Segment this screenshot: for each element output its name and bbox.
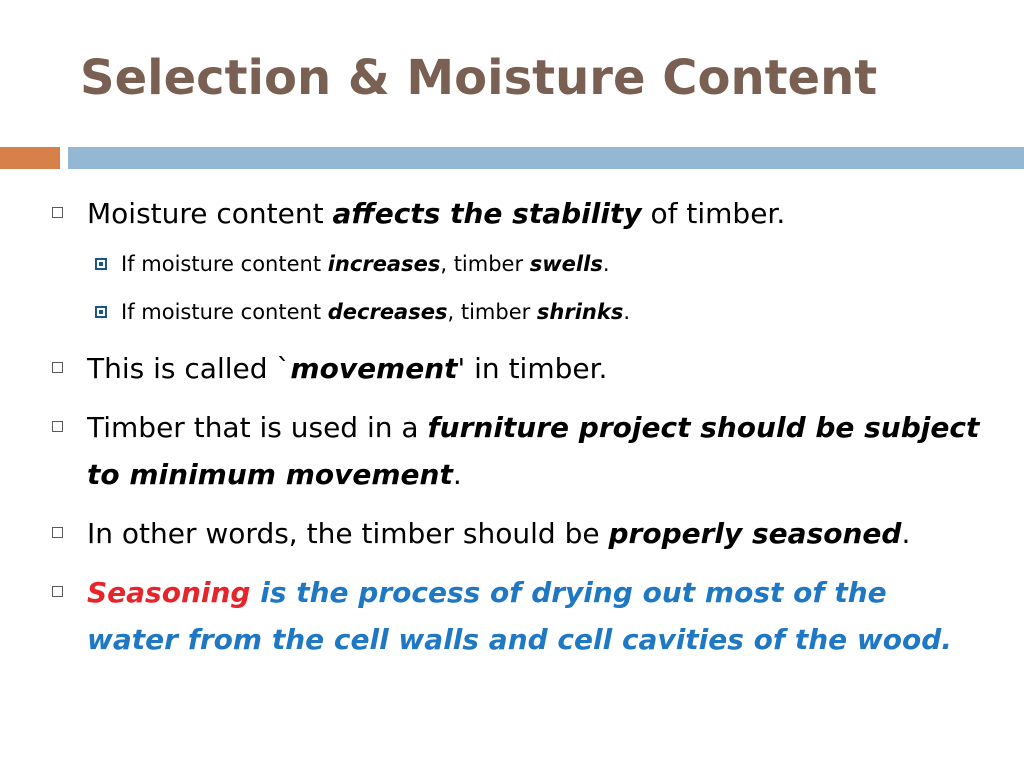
bullet-emphasis: movement — [290, 352, 458, 385]
bullet-text: In other words, the timber should be — [87, 517, 609, 550]
sub-bullet-text: If moisture content — [121, 300, 328, 324]
hollow-square-bullet-icon — [52, 527, 63, 538]
bullet-text: Moisture content — [87, 197, 333, 230]
bullet-furniture-project — [0, 404, 987, 498]
sub-bullet-text: , timber — [440, 252, 530, 276]
bullet-text: . — [452, 458, 462, 491]
sub-bullet-text: . — [602, 252, 610, 276]
bullet-text: ' in timber. — [457, 352, 608, 385]
seasoning-term: Seasoning — [87, 576, 251, 609]
bullet-text: . — [901, 517, 911, 550]
hollow-square-bullet-icon — [52, 207, 63, 218]
sub-bullet-increases — [0, 249, 1024, 279]
slide-body — [0, 190, 1024, 675]
sub-bullet-emphasis: shrinks — [536, 300, 624, 324]
bullet-emphasis: furniture project should be subject to minimum movement — [87, 411, 980, 491]
bullet-emphasis: properly seasoned — [608, 517, 902, 550]
bullet-emphasis: affects the stability — [332, 197, 642, 230]
filled-square-bullet-icon — [95, 258, 107, 270]
title-rule-orange — [0, 147, 60, 169]
sub-bullet-emphasis: increases — [327, 252, 441, 276]
filled-square-bullet-icon — [95, 306, 107, 318]
title-rule-blue — [68, 147, 1024, 169]
sub-bullet-emphasis: swells — [529, 252, 603, 276]
sub-bullet-emphasis: decreases — [327, 300, 448, 324]
bullet-properly-seasoned — [0, 510, 987, 557]
bullet-text: This is called ` — [87, 352, 291, 385]
bullet-movement — [0, 345, 987, 392]
sub-bullet-decreases — [0, 297, 1024, 327]
bullet-moisture-stability — [0, 190, 987, 237]
sub-bullet-text: , timber — [447, 300, 537, 324]
sub-bullet-text: . — [623, 300, 631, 324]
hollow-square-bullet-icon — [52, 362, 63, 373]
bullet-text: Timber that is used in a — [87, 411, 428, 444]
hollow-square-bullet-icon — [52, 586, 63, 597]
bullet-seasoning-definition — [0, 569, 987, 663]
bullet-text: of timber. — [641, 197, 786, 230]
sub-bullet-text: If moisture content — [121, 252, 328, 276]
hollow-square-bullet-icon — [52, 421, 63, 432]
slide-title: Selection & Moisture Content — [80, 50, 878, 106]
seasoning-definition-text: is the process of drying out most of the water from the cell walls and cell cavities of the wood. — [87, 576, 952, 656]
